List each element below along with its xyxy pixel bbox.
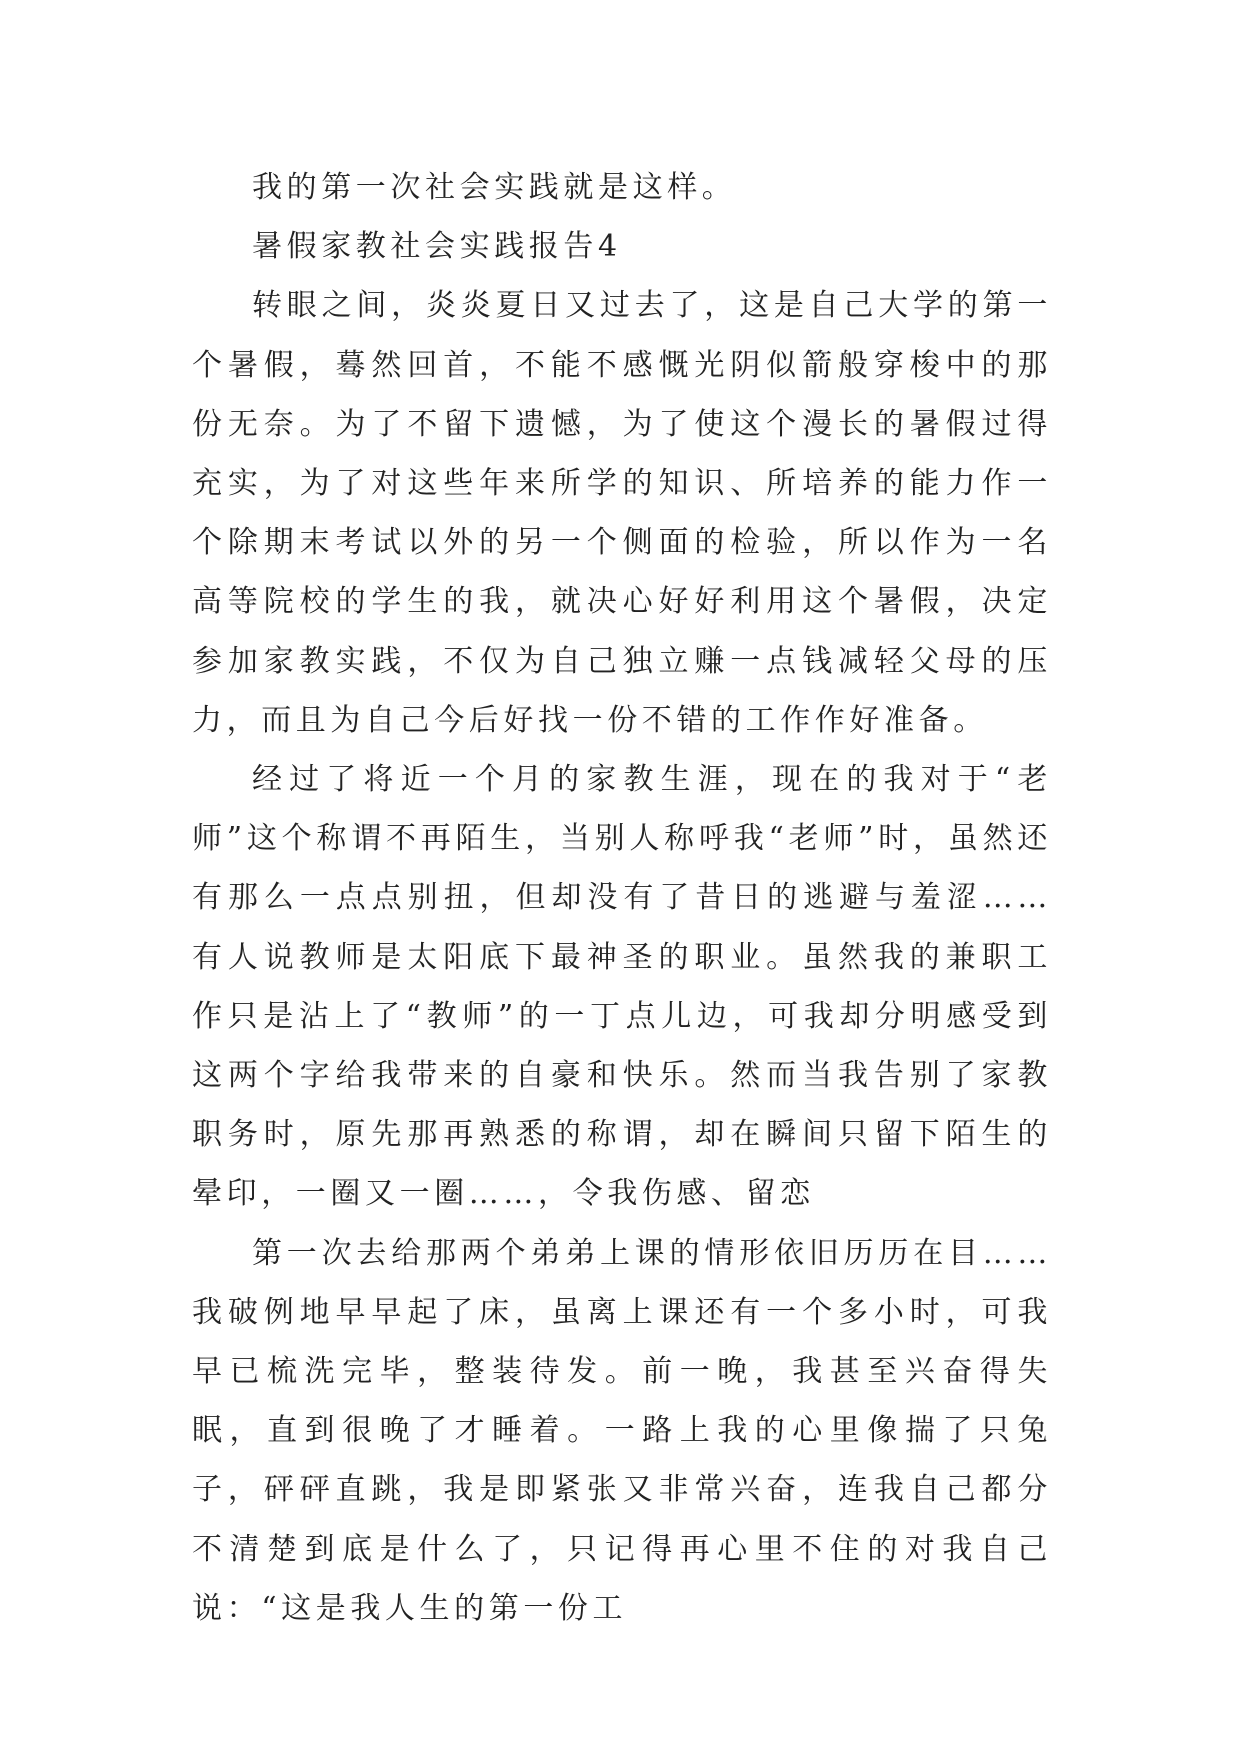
paragraph-first-class: 第一次去给那两个弟弟上课的情形依旧历历在目……我破例地早早起了床，虽离上课还有一个多小时，可我早已梳洗完毕，整装待发。前一晚，我甚至兴奋得失眠，直到很晚了才睡着。一路上我的心里像揣了只兔子，砰砰直跳，我是即紧张又非常兴奋，连我自己都分不清楚到底是什么了，只记得再心里不住的对我自己说：“这是我人生的第一份工 — [192, 1235, 1052, 1626]
paragraph-teacher-title: 经过了将近一个月的家教生涯，现在的我对于“老师”这个称谓不再陌生，当别人称呼我“老师”时，虽然还有那么一点点别扭，但却没有了昔日的逃避与羞涩……有人说教师是太阳底下最神圣的职业。虽然我的兼职工作只是沾上了“教师”的一丁点儿边，可我却分明感受到这两个字给我带来的自豪和快乐。然而当我告别了家教职务时，原先那再熟悉的称谓，却在瞬间只留下陌生的晕印，一圈又一圈……，令我伤感、留恋 — [192, 762, 1052, 1212]
paragraph-intro: 转眼之间，炎炎夏日又过去了，这是自己大学的第一个暑假，蓦然回首，不能不感慨光阴似箭般穿梭中的那份无奈。为了不留下遗憾，为了使这个漫长的暑假过得充实，为了对这些年来所学的知识、所培养的能力作一个除期末考试以外的另一个侧面的检验，所以作为一名高等院校的学生的我，就决心好好利用这个暑假，决定参加家教实践，不仅为自己独立赚一点钱减轻父母的压力，而且为自己今后好找一份不错的工作作好准备。 — [192, 288, 1052, 738]
document-body — [192, 158, 1052, 1638]
paragraph-closing-line: 我的第一次社会实践就是这样。 — [252, 170, 737, 205]
report-heading: 暑假家教社会实践报告4 — [252, 229, 622, 265]
